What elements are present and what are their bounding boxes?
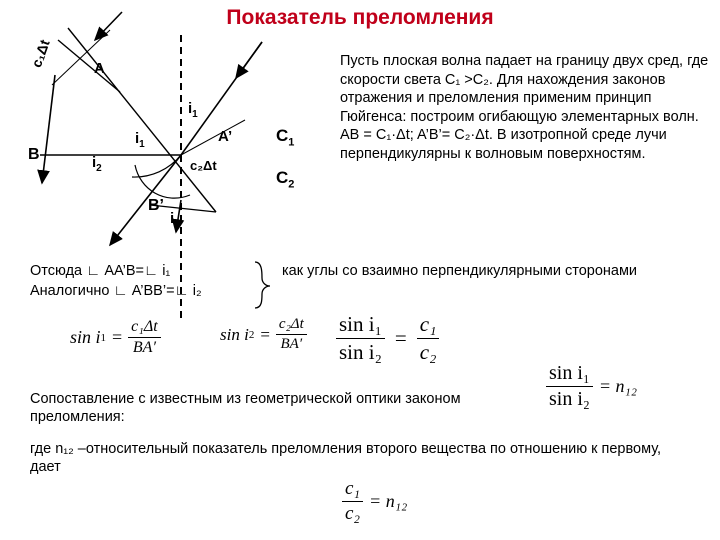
incident-ray-upper [95, 12, 122, 40]
bracket-note: как углы со взаимно перпендикулярными сторонами [282, 263, 638, 279]
where-text: где n₁₂ –относительный показатель преломления второго вещества по отношению к первому, дает [30, 441, 662, 475]
label-c2: $C_2$ [276, 168, 295, 191]
explanation-paragraph: Пусть плоская волна падает на границу двух сред, где скорости света С₁ >С₂. Для нахождения законов отражения и преломления применим принцип Гюйгенса: построим огибающую элементарных волн. АВ = С₁·Δt; A’B’= C₂·Δt. В изотропной среде лучи перпендикулярны к волновым поверхностям. [340, 53, 709, 162]
label-i2-bottom: $i_2$ [170, 210, 180, 230]
formula-ratio: $\frac{\text{sin i₁}}{\text{sin i₂}}$ = $\frac{\text{c₁}}{\text{c₂}}$ [336, 312, 439, 365]
label-i1-upper: $i_1$ [188, 100, 198, 120]
label-c1: $C_1$ [276, 126, 295, 149]
formula-n12: $\frac{\text{sin i₁}}{\text{sin i₂}}$ = n₁₂ [546, 362, 637, 411]
label-i1-lower: $i_1$ [135, 130, 145, 150]
label-a-prime: A’ [218, 128, 233, 145]
label-i2-left: $i_2$ [92, 154, 102, 174]
formula-sin-i1: sin i 1 = $\frac{\text{c₁Δt}}{BA'}$ [70, 318, 161, 357]
label-b: B [28, 146, 40, 163]
formula-sin-i2: sin i 2 = $\frac{\text{c₂Δt}}{BA'}$ [220, 316, 307, 353]
incident-ray-arrow [236, 42, 262, 78]
ray-from-b [42, 75, 55, 183]
bracket [255, 262, 270, 308]
label-c2dt: c₂Δt [190, 158, 217, 173]
wavefront-aprime-bprime [181, 120, 245, 155]
line-hence: Отсюда ∟ AA’B=∟ i₁ [30, 263, 171, 279]
comparison-text: Сопоставление с известным из геометрической оптики законом преломления: [30, 391, 461, 425]
formula-c1-c2: $\frac{\text{c₁}}{\text{c₂}}$ = n₁₂ [342, 478, 407, 525]
page-title: Показатель преломления [226, 6, 494, 29]
label-a: A [94, 60, 105, 77]
c1dt-segment [58, 40, 120, 92]
label-b-prime: B’ [148, 197, 164, 214]
label-c1dt: c₁Δt [28, 37, 53, 70]
line-similarly: Аналогично ∟ A’BB’=∟ i₂ [30, 283, 202, 299]
refracted-ray [110, 155, 181, 245]
ray-a-bprime [68, 28, 216, 212]
